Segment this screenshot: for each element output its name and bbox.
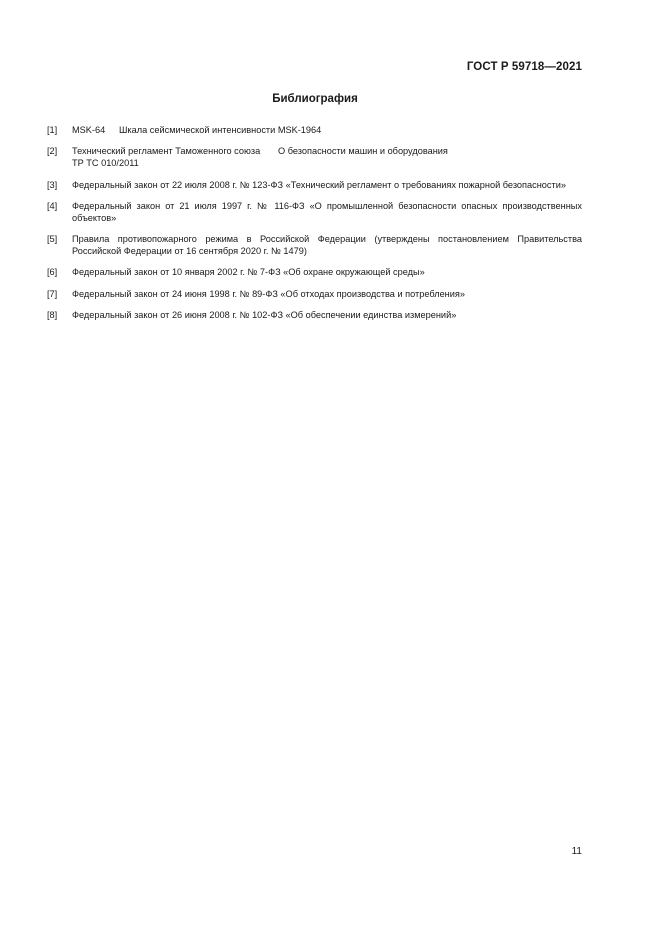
page-number: 11 xyxy=(571,846,582,857)
entry-text: Федеральный закон от 26 июня 2008 г. № 102-ФЗ «Об обеспечении единства измерений» xyxy=(72,310,457,321)
bibliography-entry xyxy=(47,200,582,224)
entry-text: Федеральный закон от 21 июля 1997 г. № 116-ФЗ «О промышленной безопасности опасных производственных объектов» xyxy=(72,200,582,223)
bibliography-entry xyxy=(47,233,582,257)
entry-code: Технический регламент Таможенного союза xyxy=(72,146,261,157)
entry-number: [8] xyxy=(47,310,58,321)
entry-number: [4] xyxy=(47,200,58,211)
entry-text: Федеральный закон от 22 июля 2008 г. № 123-ФЗ «Технический регламент о требованиях пожарной безопасности» xyxy=(72,179,566,190)
entry-number: [2] xyxy=(47,146,58,157)
entry-number: [3] xyxy=(47,179,58,190)
entry-row xyxy=(72,124,582,136)
entry-code-continued: ТР ТС 010/2011 xyxy=(72,158,139,169)
entry-row xyxy=(72,145,582,157)
bibliography-entry xyxy=(47,124,582,136)
entry-title: О безопасности машин и оборудования xyxy=(278,146,448,157)
entry-number: [7] xyxy=(47,288,58,299)
entry-text: Федеральный закон от 24 июня 1998 г. № 89-ФЗ «Об отходах производства и потребления» xyxy=(72,288,465,299)
section-title: Библиография xyxy=(272,93,358,105)
entry-text: Правила противопожарного режима в Российской Федерации (утверждены постановлением Правительства Российской Федерации от 16 сентября 2020 г. № 1479) xyxy=(72,234,582,257)
entry-code: MSK-64 xyxy=(72,125,106,135)
entry-row xyxy=(72,157,582,169)
bibliography-entry xyxy=(47,145,582,169)
entry-number: [5] xyxy=(47,234,58,245)
bibliography-entry xyxy=(47,309,582,321)
document-code: ГОСТ Р 59718—2021 xyxy=(466,61,582,73)
bibliography-entry xyxy=(47,179,582,191)
entry-text: Федеральный закон от 10 января 2002 г. № 7-ФЗ «Об охране окружающей среды» xyxy=(72,267,425,278)
bibliography-entry xyxy=(47,288,582,300)
bibliography-list xyxy=(47,124,582,330)
entry-number: [1] xyxy=(47,125,58,135)
entry-number: [6] xyxy=(47,267,58,278)
bibliography-entry xyxy=(47,266,582,278)
entry-title: Шкала сейсмической интенсивности MSK-1964 xyxy=(119,125,322,135)
